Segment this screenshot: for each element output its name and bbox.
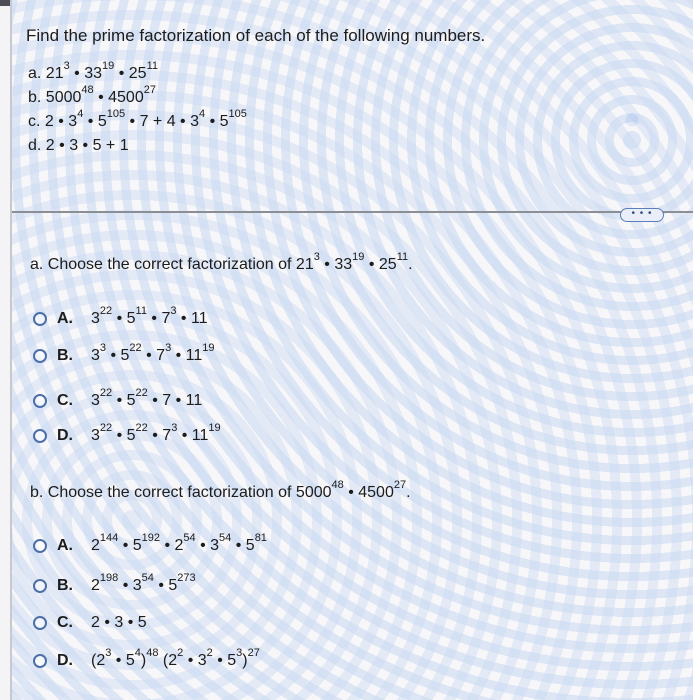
radio-button[interactable]: [33, 429, 47, 443]
question-b-prompt: b. Choose the correct factorization of 5000$^{48}$ • 4500$^{27}$.: [30, 478, 411, 501]
more-options-button[interactable]: • • •: [620, 208, 664, 222]
radio-button[interactable]: [33, 394, 47, 408]
part-c: c. 2 • $3^4$ • $5^{105}$ • 7 + 4 • $3^4$ • $5^{105}$: [28, 107, 247, 130]
option-b-B[interactable]: B. $2^{198}$ • $3^{54}$ • $5^{273}$: [33, 577, 196, 595]
option-a-A[interactable]: A. $3^{22}$ • $5^{11}$ • $7^3$ • 11: [33, 310, 208, 328]
radio-button[interactable]: [33, 579, 47, 593]
part-d: d. 2 • 3 • 5 + 1: [28, 137, 129, 154]
question-a-prompt: a. Choose the correct factorization of $21^3$ • $33^{19}$ • $25^{11}$.: [30, 250, 413, 273]
radio-button[interactable]: [33, 312, 47, 326]
radio-button[interactable]: [33, 654, 47, 668]
section-divider: [12, 211, 693, 213]
radio-button[interactable]: [33, 539, 47, 553]
option-b-A[interactable]: A. $2^{144}$ • $5^{192}$ • $2^{54}$ • $3^{54}$ • $5^{81}$: [33, 537, 267, 555]
part-b: b. 5000$^{48}$ • 4500$^{27}$: [28, 83, 156, 106]
radio-button[interactable]: [33, 349, 47, 363]
option-b-C[interactable]: C. 2 • 3 • 5: [33, 614, 147, 632]
option-a-C[interactable]: C. $3^{22}$ • $5^{22}$ • 7 • 11: [33, 392, 202, 410]
option-a-D[interactable]: D. $3^{22}$ • $5^{22}$ • $7^3$ • $11^{19}$: [33, 427, 221, 445]
part-a: a. $21^3$ • $33^{19}$ • $25^{11}$: [28, 59, 158, 82]
radio-button[interactable]: [33, 616, 47, 630]
option-a-B[interactable]: B. $3^3$ • $5^{22}$ • $7^3$ • $11^{19}$: [33, 347, 215, 365]
question-header: Find the prime factorization of each of the following numbers.: [26, 26, 486, 45]
parts-list: [28, 59, 247, 158]
option-b-D[interactable]: D. ($2^3$ • $5^4)^{48}$ ($2^2$ • $3^2$ • $5^3)^{27}$: [33, 652, 260, 670]
